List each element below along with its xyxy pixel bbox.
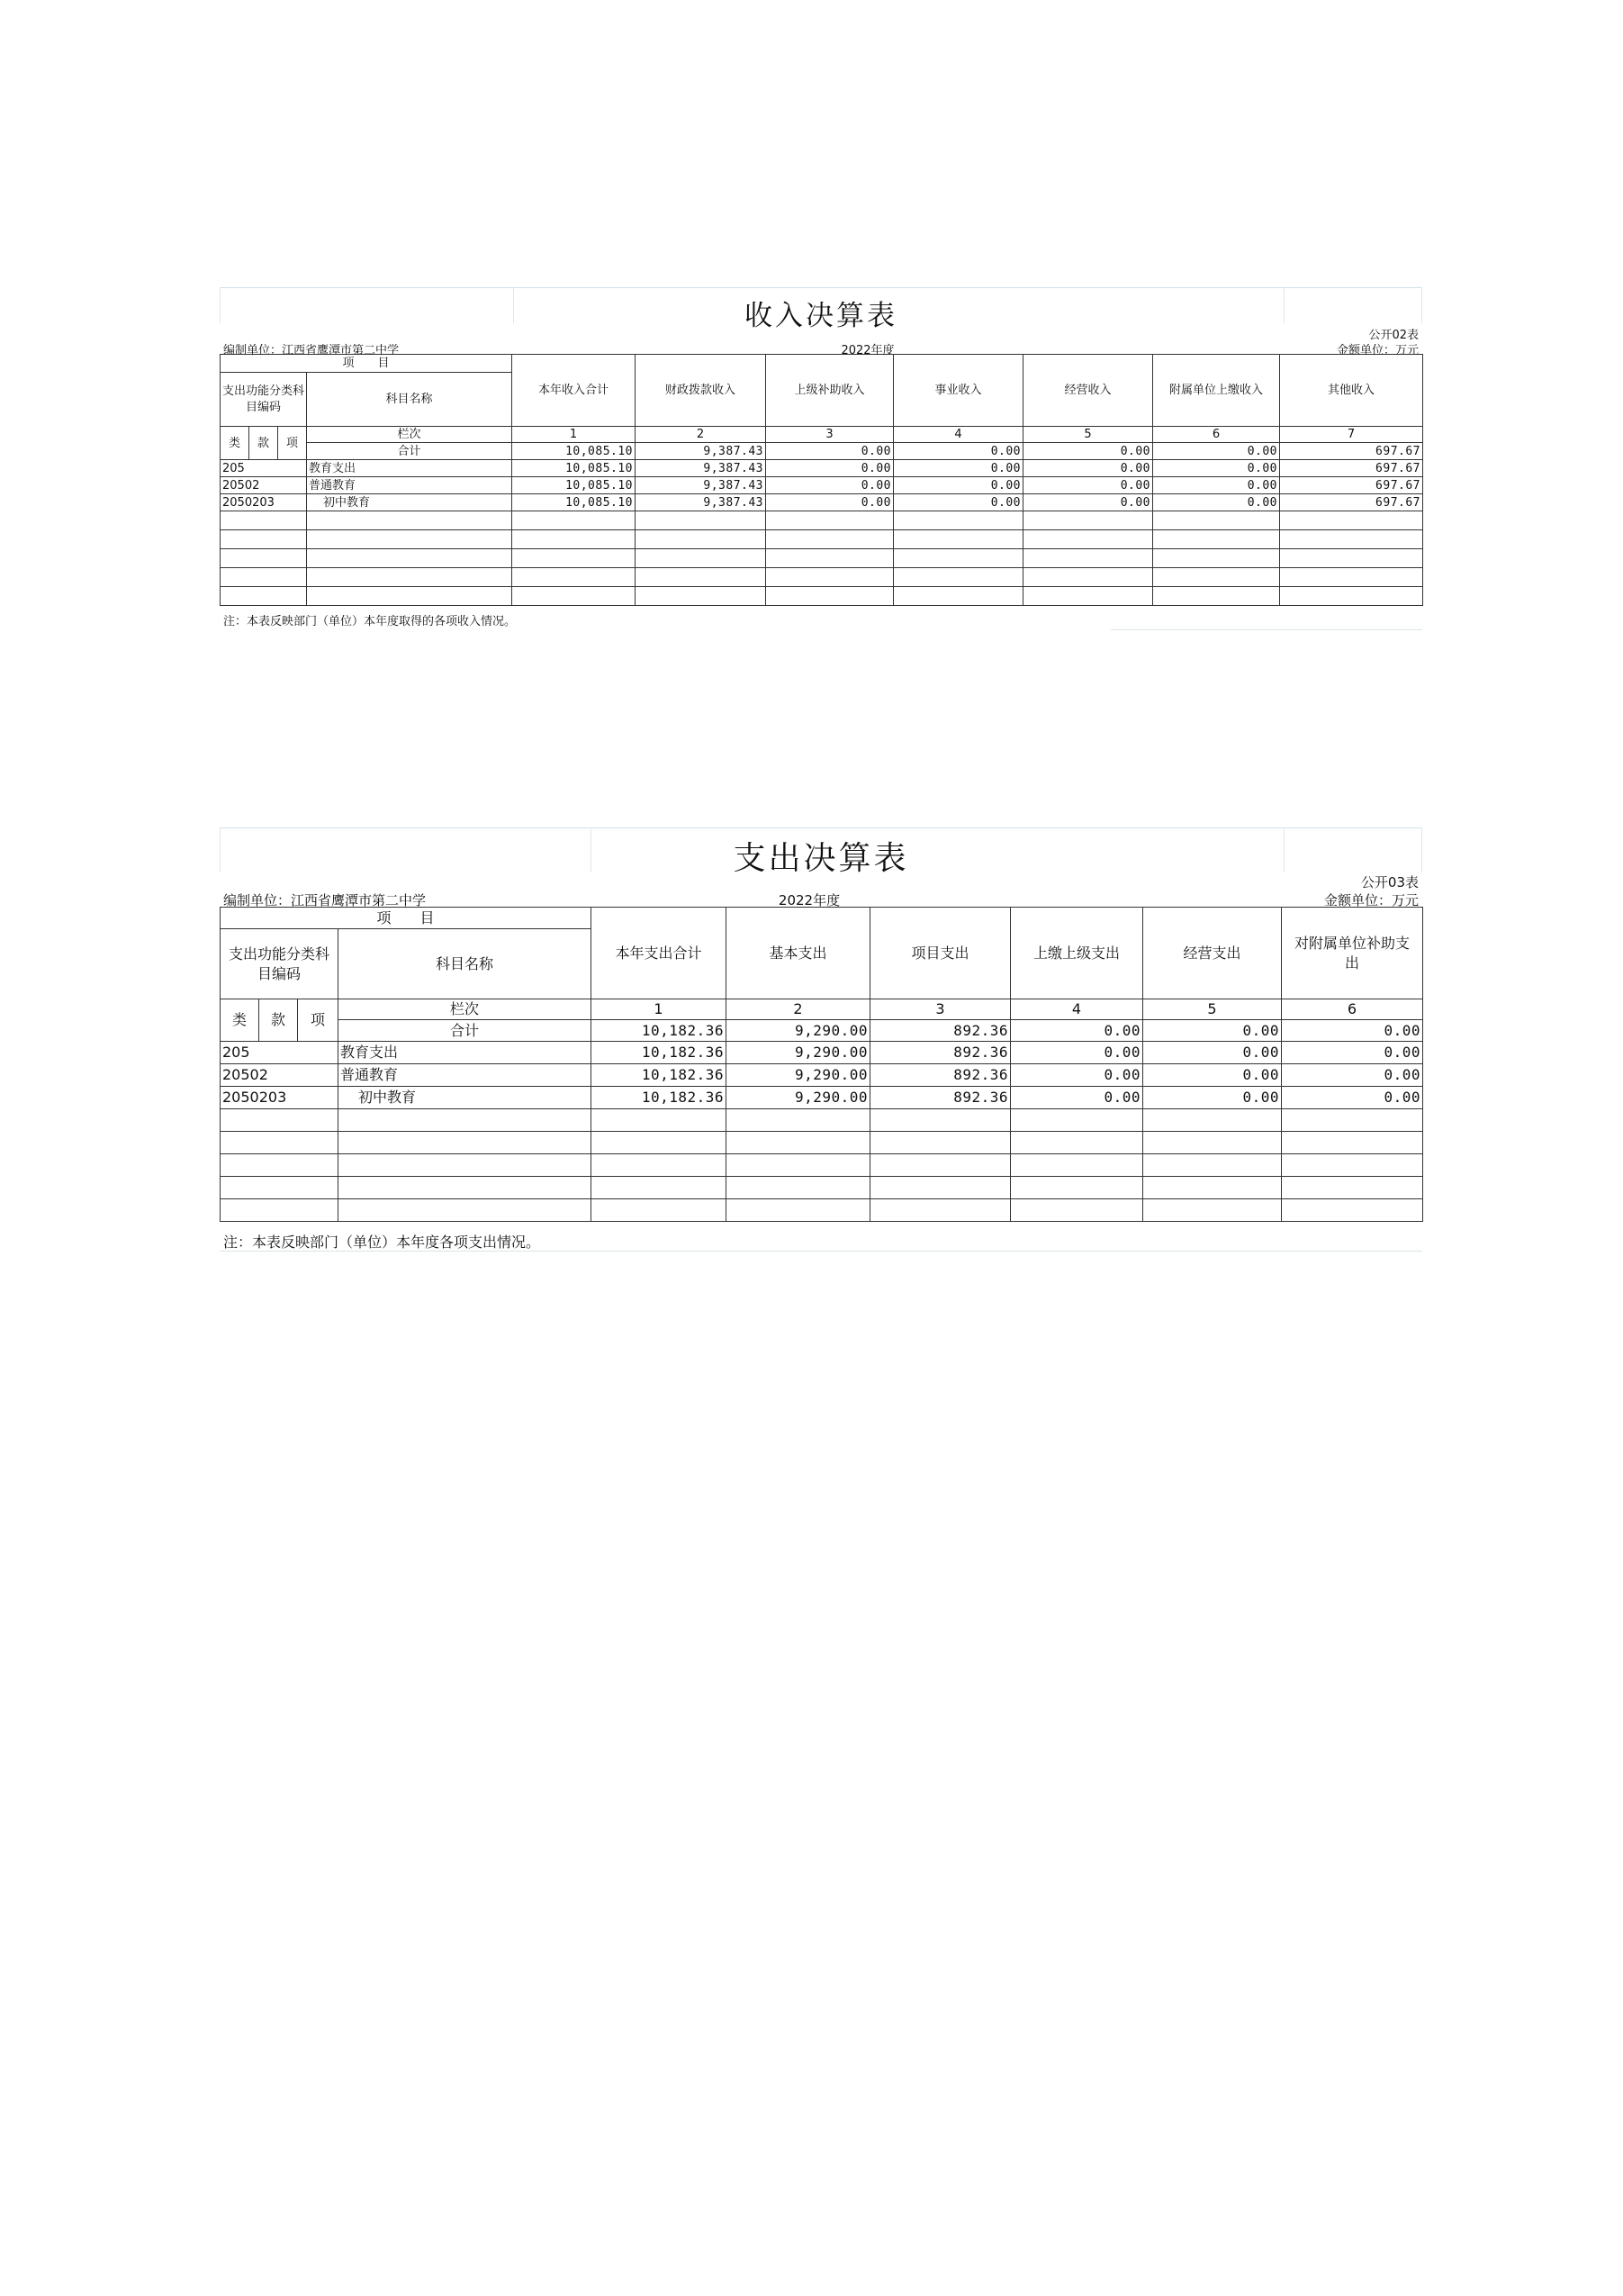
row-code: 205 xyxy=(221,1042,338,1064)
table-row xyxy=(221,494,1423,511)
cell: 697.67 xyxy=(1280,494,1423,511)
col-number: 6 xyxy=(1153,427,1280,443)
empty-row xyxy=(221,1109,1423,1132)
col-kuan: 款 xyxy=(259,999,298,1042)
cell: 0.00 xyxy=(1011,1064,1143,1087)
col-header-2: 基本支出 xyxy=(726,908,870,999)
sheet-top-rule xyxy=(220,287,1422,288)
header-xiangmu: 项 目 xyxy=(221,908,591,929)
total-row xyxy=(221,1020,1423,1042)
compiling-unit: 编制单位：江西省鹰潭市第二中学 xyxy=(223,892,427,908)
row-code: 2050203 xyxy=(221,494,307,511)
row-code: 20502 xyxy=(221,477,307,494)
table-row xyxy=(221,1087,1423,1109)
cell: 697.67 xyxy=(1280,477,1423,494)
col-number: 2 xyxy=(726,999,870,1020)
total-cell: 0.00 xyxy=(766,443,894,460)
col-header-1: 本年收入合计 xyxy=(512,355,636,427)
col-header-7: 其他收入 xyxy=(1280,355,1423,427)
col-number: 1 xyxy=(512,427,636,443)
table-row xyxy=(221,460,1423,477)
cell: 10,182.36 xyxy=(591,1042,726,1064)
total-cell: 10,085.10 xyxy=(512,443,636,460)
empty-row xyxy=(221,530,1423,549)
sheet-top-rule xyxy=(220,827,1422,828)
col-lei: 类 xyxy=(221,427,249,460)
col-kuan: 款 xyxy=(249,427,278,460)
table-note: 注：本表反映部门（单位）本年度取得的各项收入情况。 xyxy=(223,615,517,628)
name-header: 科目名称 xyxy=(307,373,512,427)
empty-row xyxy=(221,587,1423,606)
cell: 10,085.10 xyxy=(512,460,636,477)
cell: 10,085.10 xyxy=(512,494,636,511)
table-title: 支出决算表 xyxy=(733,840,909,877)
compiling-unit: 编制单位：江西省鹰潭市第二中学 xyxy=(223,344,400,357)
total-cell: 0.00 xyxy=(1023,443,1153,460)
cell: 0.00 xyxy=(766,494,894,511)
col-number: 2 xyxy=(636,427,766,443)
cell: 0.00 xyxy=(1282,1064,1423,1087)
col-number: 6 xyxy=(1282,999,1423,1020)
total-cell: 0.00 xyxy=(1282,1020,1423,1042)
col-xiang: 项 xyxy=(298,999,338,1042)
cell: 0.00 xyxy=(1153,494,1280,511)
table-title: 收入决算表 xyxy=(744,300,897,332)
row-code: 205 xyxy=(221,460,307,477)
row-code: 20502 xyxy=(221,1064,338,1087)
empty-row xyxy=(221,549,1423,568)
cell: 9,290.00 xyxy=(726,1064,870,1087)
empty-row xyxy=(221,568,1423,587)
income-table xyxy=(220,354,1423,606)
table-row xyxy=(221,1064,1423,1087)
row-name: 普通教育 xyxy=(307,477,512,494)
total-row xyxy=(221,443,1423,460)
cell: 0.00 xyxy=(766,477,894,494)
cell: 0.00 xyxy=(1282,1087,1423,1109)
empty-row xyxy=(221,1177,1423,1199)
row-code: 2050203 xyxy=(221,1087,338,1109)
col-header-6: 对附属单位补助支出 xyxy=(1282,908,1423,999)
code-header: 支出功能分类科目编码 xyxy=(221,929,338,999)
footer-rule xyxy=(1111,629,1422,630)
cell: 9,290.00 xyxy=(726,1042,870,1064)
cell: 0.00 xyxy=(894,477,1023,494)
total-cell: 0.00 xyxy=(1143,1020,1282,1042)
cell: 0.00 xyxy=(1153,460,1280,477)
col-header-5: 经营支出 xyxy=(1143,908,1282,999)
cell: 0.00 xyxy=(1143,1042,1282,1064)
cell: 0.00 xyxy=(1282,1042,1423,1064)
total-label: 合计 xyxy=(338,1020,591,1042)
cell: 0.00 xyxy=(894,494,1023,511)
cell: 892.36 xyxy=(870,1042,1011,1064)
fiscal-year: 2022年度 xyxy=(841,344,895,357)
footer-rule xyxy=(220,1251,1422,1252)
col-header-5: 经营收入 xyxy=(1023,355,1153,427)
empty-row xyxy=(221,1154,1423,1177)
table-row xyxy=(221,1042,1423,1064)
cell: 10,182.36 xyxy=(591,1064,726,1087)
lanci-label: 栏次 xyxy=(307,427,512,443)
table-note: 注：本表反映部门（单位）本年度各项支出情况。 xyxy=(223,1234,541,1251)
total-cell: 0.00 xyxy=(894,443,1023,460)
cell: 0.00 xyxy=(1023,477,1153,494)
col-header-3: 项目支出 xyxy=(870,908,1011,999)
empty-row xyxy=(221,1199,1423,1222)
amount-unit: 金额单位：万元 xyxy=(1336,344,1419,357)
total-cell: 0.00 xyxy=(1153,443,1280,460)
name-header: 科目名称 xyxy=(338,929,591,999)
row-name: 初中教育 xyxy=(338,1087,591,1109)
col-header-2: 财政拨款收入 xyxy=(636,355,766,427)
col-number: 4 xyxy=(894,427,1023,443)
cell: 0.00 xyxy=(1143,1064,1282,1087)
cell: 0.00 xyxy=(1011,1042,1143,1064)
col-header-1: 本年支出合计 xyxy=(591,908,726,999)
row-name: 教育支出 xyxy=(338,1042,591,1064)
total-label: 合计 xyxy=(307,443,512,460)
total-cell: 9,387.43 xyxy=(636,443,766,460)
col-number: 7 xyxy=(1280,427,1423,443)
cell: 0.00 xyxy=(1143,1087,1282,1109)
form-number: 公开03表 xyxy=(1360,874,1419,890)
col-header-3: 上级补助收入 xyxy=(766,355,894,427)
row-name: 普通教育 xyxy=(338,1064,591,1087)
cell: 9,290.00 xyxy=(726,1087,870,1109)
total-cell: 0.00 xyxy=(1011,1020,1143,1042)
col-number: 5 xyxy=(1143,999,1282,1020)
col-number: 1 xyxy=(591,999,726,1020)
cell: 9,387.43 xyxy=(636,494,766,511)
cell: 0.00 xyxy=(766,460,894,477)
cell: 0.00 xyxy=(1023,494,1153,511)
empty-row xyxy=(221,511,1423,530)
table-row xyxy=(221,477,1423,494)
cell: 892.36 xyxy=(870,1087,1011,1109)
expense-table xyxy=(220,907,1423,1222)
amount-unit: 金额单位：万元 xyxy=(1323,892,1419,908)
cell: 0.00 xyxy=(1153,477,1280,494)
col-number: 3 xyxy=(870,999,1011,1020)
total-cell: 697.67 xyxy=(1280,443,1423,460)
row-name: 教育支出 xyxy=(307,460,512,477)
col-header-4: 事业收入 xyxy=(894,355,1023,427)
code-header: 支出功能分类科目编码 xyxy=(221,373,307,427)
fiscal-year: 2022年度 xyxy=(778,892,841,908)
cell: 0.00 xyxy=(1011,1087,1143,1109)
col-number: 3 xyxy=(766,427,894,443)
col-header-4: 上缴上级支出 xyxy=(1011,908,1143,999)
lanci-label: 栏次 xyxy=(338,999,591,1020)
col-lei: 类 xyxy=(221,999,259,1042)
cell: 0.00 xyxy=(894,460,1023,477)
col-number: 5 xyxy=(1023,427,1153,443)
header-xiangmu: 项 目 xyxy=(221,355,512,373)
cell: 9,387.43 xyxy=(636,460,766,477)
col-xiang: 项 xyxy=(278,427,307,460)
total-cell: 10,182.36 xyxy=(591,1020,726,1042)
cell: 10,182.36 xyxy=(591,1087,726,1109)
total-cell: 892.36 xyxy=(870,1020,1011,1042)
cell: 892.36 xyxy=(870,1064,1011,1087)
cell: 0.00 xyxy=(1023,460,1153,477)
cell: 10,085.10 xyxy=(512,477,636,494)
cell: 697.67 xyxy=(1280,460,1423,477)
empty-row xyxy=(221,1132,1423,1154)
total-cell: 9,290.00 xyxy=(726,1020,870,1042)
col-number: 4 xyxy=(1011,999,1143,1020)
col-header-6: 附属单位上缴收入 xyxy=(1153,355,1280,427)
form-number: 公开02表 xyxy=(1368,329,1419,342)
cell: 9,387.43 xyxy=(636,477,766,494)
row-name: 初中教育 xyxy=(307,494,512,511)
